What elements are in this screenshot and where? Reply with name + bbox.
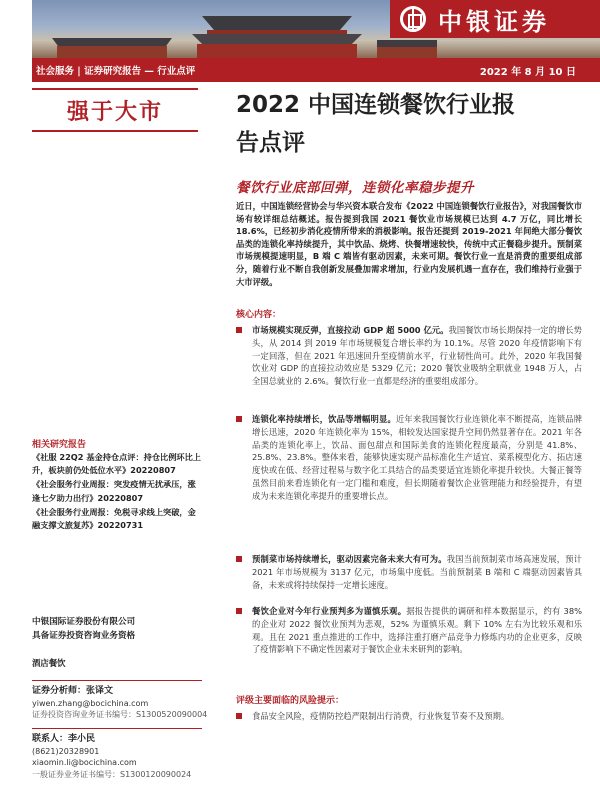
analyst-email[interactable]: yiwen.zhang@bocichina.com bbox=[32, 698, 149, 708]
report-date: 2022 年 8 月 10 日 bbox=[479, 67, 576, 78]
point-body: 据报告提供的调研和样本数据显示，约有 38% 的企业对 2022 餐饮业预判为悲观，52% 为谨慎乐观。剩下 10% 左右为比较乐观和乐观。且在 2021 重点推进的工作中，选择注重打磨产品竞争力修炼内功的企业更多，反映了疫情影响下不确定性因素对于餐饮企业未来研判的影响。 bbox=[252, 606, 582, 655]
core-point bbox=[236, 324, 582, 388]
bank-logo-icon bbox=[400, 6, 426, 32]
core-point bbox=[236, 605, 582, 656]
rating-block bbox=[32, 88, 198, 132]
building-wall-right bbox=[377, 47, 437, 58]
building-roof-left bbox=[52, 38, 172, 46]
related-reports-title: 相关研究报告 bbox=[32, 440, 87, 450]
bullet-square-icon bbox=[236, 327, 242, 333]
analyst-license: 证券投资咨询业务证书编号：S1300520090004 bbox=[32, 710, 208, 719]
contact-license: 一般证券业务证书编号：S1300120090024 bbox=[32, 769, 192, 779]
company-info bbox=[32, 615, 202, 643]
analyst-card bbox=[32, 686, 210, 721]
report-title bbox=[236, 86, 576, 162]
point-body: 近年来我国餐饮行业连锁化率不断提高，连锁品牌增长迅速，2020 年连锁化率为 15%，相较发达国家提升空间仍然显著存在。2021 年各品类的连锁化率上，饮品、面包甜点和国际美食的连锁化程度最高，分别是 41.8%、25.8%、23.8%。整体来看，能够快速实现产品标准化生产适宜、菜系模型化方、拓店速度快或在低、经营过程易与数字化工具结合的品类要适宜连锁化率提升较快。大餐正餐等虽然目前来看连锁化有一定门槛和难度，但长期随着餐饮企业管理能力和经验提升，有望成为未来连锁化率提升的重要增长点。 bbox=[252, 414, 582, 501]
contact-phone: (8621)20328901 bbox=[32, 746, 100, 756]
contact-card bbox=[32, 734, 210, 780]
building-wall-left bbox=[57, 46, 167, 58]
point-heading: 餐饮企业对今年行业预判多为谨慎乐观。 bbox=[252, 606, 407, 616]
industry-name: 酒店餐饮 bbox=[32, 658, 66, 668]
point-body: 我国当前预制菜市场高速发展，预计 2021 年市场规模为 3137 亿元，市场集中度低。当前预制菜 B 端和 C 端驱动因素皆具备，未来或将持续保持一定增长速度。 bbox=[252, 554, 582, 590]
report-category: 社会服务 | 证券研究报告 — 行业点评 bbox=[36, 66, 196, 77]
related-report-item[interactable]: 《社会服务行业周报：突发疫情无扰承压，涨逢七夕助力出行》20220807 bbox=[32, 479, 196, 503]
brand-logo bbox=[390, 0, 600, 38]
contact-email[interactable]: xiaomin.li@bocichina.com bbox=[32, 758, 137, 767]
contact-name: 联系人：李小民 bbox=[32, 734, 96, 744]
core-point bbox=[236, 413, 582, 503]
building-roof-right bbox=[377, 40, 437, 47]
point-body: 我国餐饮市场长期保持一定的增长势头，从 2014 到 2019 年市场规模复合增长率约为 10.1%。尽管 2020 年疫情影响下有一定回落，但在 2021 年迅速回升至疫情前水平，行业韧性尚可。此外，2020 年我国餐饮业对 GDP 的直接拉动效应是 5329 亿元；2020 餐饮业吸纳全职就业 1948 万人，占全国总就业的 2.6%。餐饮行业一直都是经济的重要组成部分。 bbox=[252, 325, 582, 387]
company-qualification: 具备证券投资咨询业务资格 bbox=[32, 631, 136, 641]
risk-point bbox=[236, 710, 582, 723]
risk-text: 食品安全风险，疫情防控趋严限制出行消费，行业恢复节奏不及预期。 bbox=[252, 711, 510, 721]
report-subtitle: 餐饮行业底部回弹，连锁化率稳步提升 bbox=[236, 180, 474, 196]
category-bar bbox=[32, 58, 600, 82]
bullet-square-icon bbox=[236, 713, 242, 719]
analyst-name: 证券分析师：张译文 bbox=[32, 686, 114, 696]
divider bbox=[32, 728, 202, 729]
report-title-line: 告点评 bbox=[236, 130, 305, 156]
related-report-item[interactable]: 《社会服务行业周报：免税寻求线上突破，金融支撑文旅复苏》20220731 bbox=[32, 506, 196, 531]
core-point bbox=[236, 553, 582, 591]
divider bbox=[32, 680, 202, 681]
core-content-title: 核心内容： bbox=[236, 310, 282, 320]
company-name: 中银国际证券股份有限公司 bbox=[32, 617, 136, 627]
point-heading: 预制菜市场持续增长，驱动因素完备未来大有可为。 bbox=[252, 554, 447, 564]
risk-title: 评级主要面临的风险提示： bbox=[236, 696, 345, 706]
header-banner bbox=[32, 0, 600, 58]
bullet-square-icon bbox=[236, 416, 242, 422]
logo-text: 中银证券 bbox=[438, 6, 550, 36]
point-heading: 连锁化率持续增长，饮品等增幅明显。 bbox=[252, 414, 396, 424]
building-wall-center bbox=[197, 44, 357, 58]
building-roof-top bbox=[202, 16, 352, 30]
report-title-line: 2022 中国连锁餐饮行业报 bbox=[236, 92, 516, 118]
related-report-item[interactable]: 《社服 22Q2 基金持仓点评：持仓比例环比上升，板块前仍处低位水平》20220807 bbox=[32, 452, 201, 476]
point-heading: 市场规模实现反弹，直接拉动 GDP 超 5000 亿元。 bbox=[252, 325, 449, 335]
intro-paragraph: 近日，中国连锁经营协会与华兴资本联合发布《2022 中国连锁餐饮行业报告》，对我国餐饮市场有较详细总结概述。报告提到我国 2021 餐饮业市场规模已达到 4.7 万亿，同比增长 18.6%，已经初步消化疫情所带来的消极影响。报告还提到 2019-2021 年间绝大部分餐饮品类的连锁化率持续提升，其中饮品、烧烤、快餐增速较快，传统中式正餐稳步提升。预制菜市场规模提速明显，B 端 C 端皆有驱动因素，未来可期。餐饮行业一直是消费的重要组成部分，随着行业不断自我创新发展叠加需求增加，行业内发展机遇一直存在，我们维持行业强于大市评级。 bbox=[236, 201, 582, 287]
related-reports-list bbox=[32, 451, 202, 533]
industry-rating: 强于大市 bbox=[66, 99, 163, 125]
bullet-square-icon bbox=[236, 608, 242, 614]
building-roof-lower bbox=[192, 34, 362, 44]
bullet-square-icon bbox=[236, 556, 242, 562]
